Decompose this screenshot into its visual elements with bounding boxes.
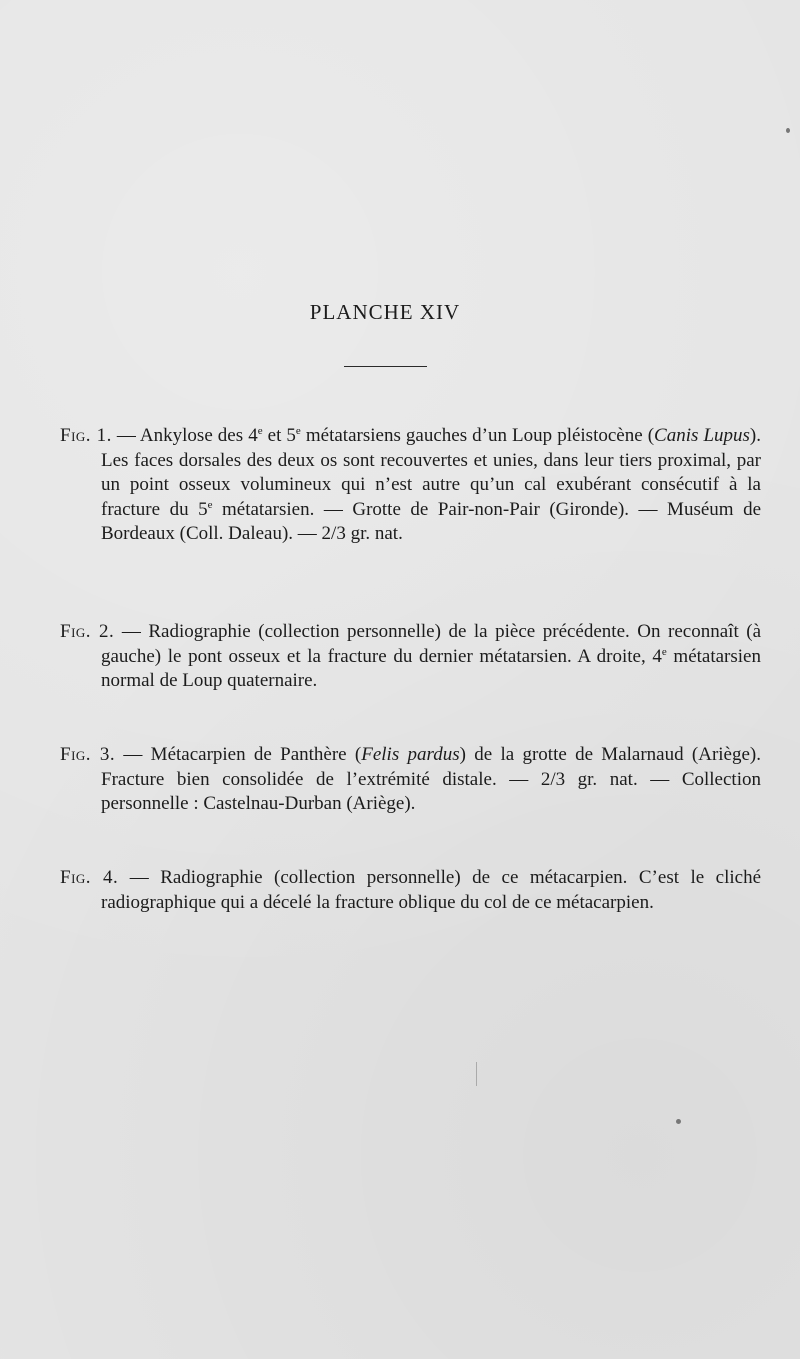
figure-label: Fig. 1. (60, 425, 112, 446)
caption-text: métatarsiens gauches d’un Loup pléistocène ( (300, 425, 655, 446)
caption-text: métatarsien normal de Loup quaternaire. (101, 645, 761, 691)
print-speck (676, 1119, 681, 1124)
caption-text: Ankylose des 4 (139, 425, 258, 446)
species-name: Felis pardus (361, 744, 460, 765)
caption-text: ) de la grotte de Malarnaud (Ariège). Fracture bien consolidée de l’extrémité distale. — 2/3 gr. nat. — Collection personnelle : Castelnau-Durban (Ariège). (101, 744, 761, 814)
figure-caption-3 (60, 743, 761, 817)
superscript: e (661, 645, 667, 658)
species-name: Canis Lupus (654, 425, 750, 446)
caption-dash: — (116, 425, 136, 446)
superscript: e (207, 498, 213, 511)
caption-text: Radiographie (collection personnelle) de ce métacarpien. C’est le cliché radiographique qui a décelé la fracture oblique du col de ce métacarpien. (101, 867, 761, 913)
figure-caption-1 (60, 424, 761, 547)
caption-text: métatarsien. — Grotte de Pair-non-Pair (Gironde). — Muséum de Bordeaux (Coll. Daleau). — 2/3 gr. nat. (101, 498, 761, 544)
caption-text: ). Les faces dorsales des deux os sont recouvertes et unies, dans leur tiers proximal, par un point osseux volumineux qui n’est autre qu’un cal exubérant consécutif à la fracture du 5 (101, 425, 761, 520)
superscript: e (257, 425, 263, 437)
figure-label: Fig. 3. (60, 744, 116, 765)
figure-caption-4 (60, 866, 761, 915)
caption-text: et 5 (262, 425, 296, 446)
plate-title: PLANCHE XIV (309, 300, 461, 324)
caption-dash: — (121, 621, 141, 642)
print-speck (476, 1062, 477, 1086)
figure-label: Fig. 2. (60, 621, 115, 642)
title-divider (344, 366, 427, 367)
caption-text: Métacarpien de Panthère ( (150, 744, 362, 765)
print-speck (786, 128, 790, 133)
caption-dash: — (123, 744, 143, 765)
figure-label: Fig. 4. (60, 867, 119, 888)
figure-caption-2 (60, 620, 761, 694)
caption-dash: — (129, 867, 149, 888)
caption-text: Radiographie (collection personnelle) de la pièce précédente. On reconnaît (à gauche) le pont osseux et la fracture du dernier métatarsien. A droite, 4 (101, 621, 761, 667)
superscript: e (295, 425, 301, 437)
